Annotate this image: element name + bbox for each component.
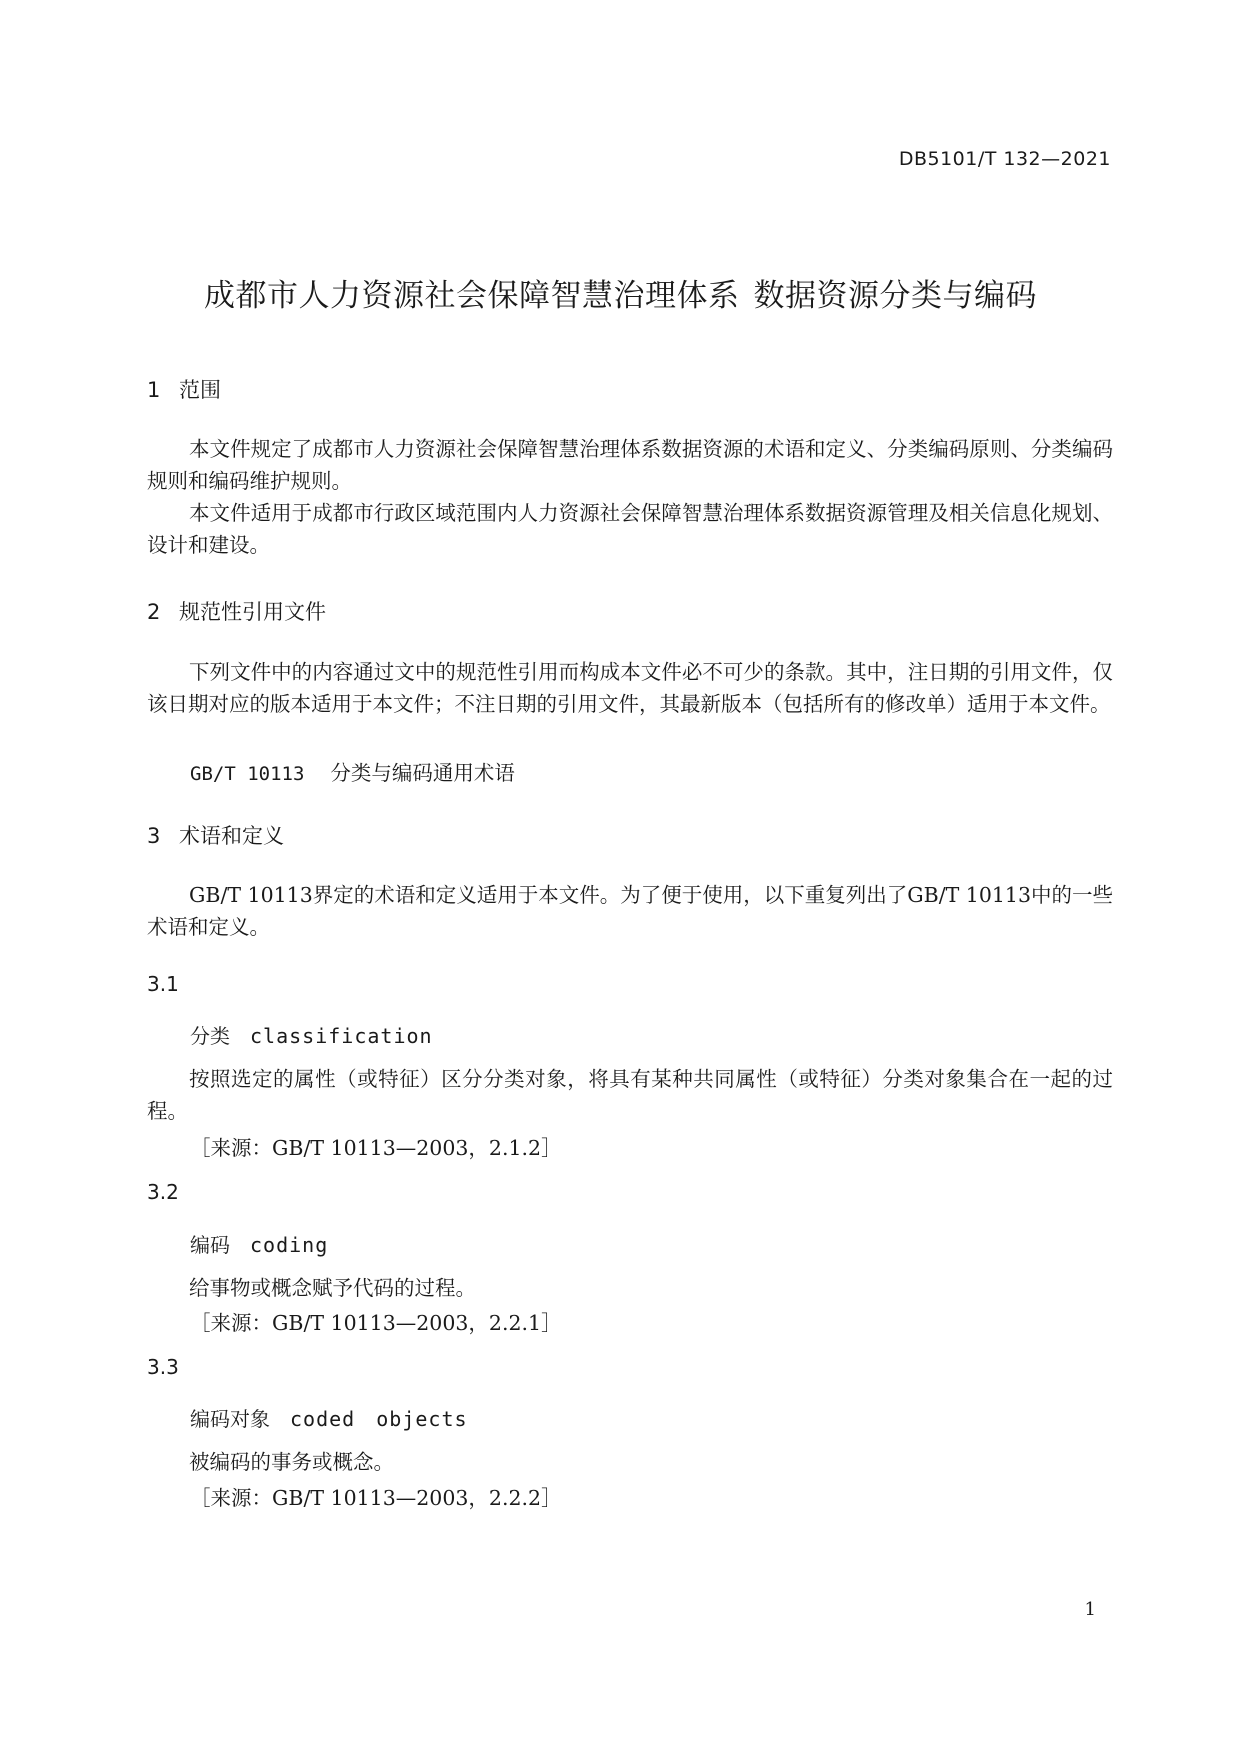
reference-code: GB/T 10113 xyxy=(190,763,305,785)
normative-reference xyxy=(190,756,515,786)
document-code: DB5101/T 132—2021 xyxy=(898,148,1111,170)
paragraph: GB/T 10113界定的术语和定义适用于本文件。为了便于使用，以下重复列出了GB/T 10113中的一些术语和定义。 xyxy=(147,883,1113,939)
title-part-2: 数据资源分类与编码 xyxy=(753,278,1037,314)
reference-title: 分类与编码通用术语 xyxy=(330,761,515,785)
term-source: ［来源：GB/T 10113—2003，2.1.2］ xyxy=(190,1136,562,1160)
page-number: 1 xyxy=(1084,1599,1096,1620)
clause-number: 3.3 xyxy=(147,1355,179,1379)
clause-number: 3.1 xyxy=(147,972,179,996)
definition-text: 按照选定的属性（或特征）区分分类对象，将具有某种共同属性（或特征）分类对象集合在一起的过程。 xyxy=(147,1067,1113,1123)
section-3-intro xyxy=(147,879,1113,943)
term-zh: 编码对象 xyxy=(190,1407,270,1431)
document-title xyxy=(0,270,1241,315)
term-source: ［来源：GB/T 10113—2003，2.2.1］ xyxy=(190,1311,562,1335)
title-part-1: 成都市人力资源社会保障智慧治理体系 xyxy=(204,278,740,314)
section-1-heading xyxy=(147,374,221,404)
term-en: coding xyxy=(250,1233,329,1257)
term-entry xyxy=(190,1229,328,1258)
section-number: 2 xyxy=(147,600,161,624)
section-number: 1 xyxy=(147,378,161,402)
definition-text: 被编码的事务或概念。 xyxy=(189,1450,394,1474)
term-en: coded objects xyxy=(290,1407,468,1431)
section-2-heading xyxy=(147,596,326,626)
term-definition xyxy=(147,1446,1113,1478)
paragraph: 下列文件中的内容通过文中的规范性引用而构成本文件必不可少的条款。其中，注日期的引用文件，仅该日期对应的版本适用于本文件；不注日期的引用文件，其最新版本（包括所有的修改单）适用于本文件。 xyxy=(147,660,1113,716)
term-definition xyxy=(147,1272,1113,1304)
term-zh: 分类 xyxy=(190,1024,230,1048)
definition-text: 给事物或概念赋予代码的过程。 xyxy=(189,1276,476,1300)
term-zh: 编码 xyxy=(190,1233,230,1257)
section-2-body xyxy=(147,656,1113,720)
paragraph: 本文件规定了成都市人力资源社会保障智慧治理体系数据资源的术语和定义、分类编码原则、分类编码规则和编码维护规则。 xyxy=(147,437,1113,493)
term-source: ［来源：GB/T 10113—2003，2.2.2］ xyxy=(190,1486,562,1510)
section-title: 范围 xyxy=(179,378,221,402)
section-1-body xyxy=(147,433,1113,561)
term-entry xyxy=(190,1403,468,1432)
section-3-heading xyxy=(147,820,284,850)
paragraph: 本文件适用于成都市行政区域范围内人力资源社会保障智慧治理体系数据资源管理及相关信息化规划、设计和建设。 xyxy=(147,501,1113,557)
term-en: classification xyxy=(250,1024,433,1048)
clause-number: 3.2 xyxy=(147,1180,179,1204)
term-entry xyxy=(190,1020,433,1049)
section-number: 3 xyxy=(147,824,161,848)
term-definition xyxy=(147,1063,1113,1127)
section-title: 规范性引用文件 xyxy=(179,600,326,624)
section-title: 术语和定义 xyxy=(179,824,284,848)
